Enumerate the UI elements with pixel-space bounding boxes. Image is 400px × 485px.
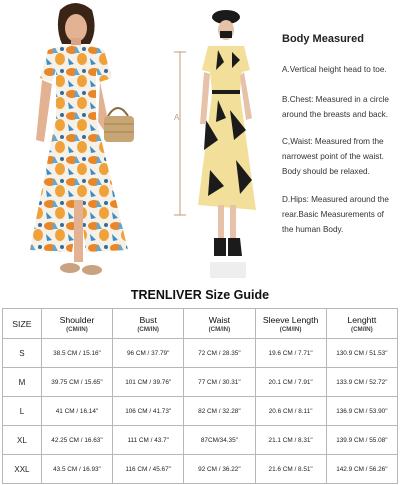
column-header-length (326, 309, 397, 339)
table-cell: 38.5 CM / 15.16" (41, 339, 112, 368)
table-cell: 72 CM / 28.35" (184, 339, 255, 368)
column-header-size: SIZE (3, 309, 42, 339)
column-header-label: Waist (208, 314, 231, 325)
table-cell: 142.9 CM / 56.26" (326, 455, 397, 484)
table-row (3, 339, 398, 368)
table-cell: 136.9 CM / 53.90" (326, 397, 397, 426)
table-cell: 21.6 CM / 8.51" (255, 455, 326, 484)
size-cell: M (3, 368, 42, 397)
measure-height-text: A.Vertical height head to toe. (282, 65, 387, 74)
column-header-unit: (CM/IN) (208, 325, 231, 333)
table-cell: 19.6 CM / 7.71" (255, 339, 326, 368)
table-row (3, 397, 398, 426)
table-cell: 41 CM / 16.14" (41, 397, 112, 426)
table-cell: 92 CM / 36.22" (184, 455, 255, 484)
table-cell: 111 CM / 43.7" (113, 426, 184, 455)
column-header-unit: (CM/IN) (279, 325, 302, 333)
column-header-label: Bust (139, 314, 157, 325)
column-header-label: Lenghtt (347, 314, 377, 325)
table-cell: 20.1 CM / 7.91" (255, 368, 326, 397)
table-cell: 130.9 CM / 51.53" (326, 339, 397, 368)
column-header-waist (184, 309, 255, 339)
measure-chest-text: B.Chest: Measured in a circle around the breasts and back. (282, 95, 389, 119)
measure-hips-text: D.Hips: Measured around the rear.Basic Measurements of the human Body. (282, 195, 389, 234)
size-cell: S (3, 339, 42, 368)
table-cell: 43.5 CM / 16.93" (41, 455, 112, 484)
model-photo (0, 0, 150, 285)
column-header-unit: (CM/IN) (137, 325, 159, 333)
table-cell: 82 CM / 32.28" (184, 397, 255, 426)
measure-waist-text: C,Waist: Measured from the narrowest point of the waist. Body should be relaxed. (282, 137, 384, 176)
measurement-figure (160, 0, 270, 290)
size-cell: L (3, 397, 42, 426)
column-header-unit: (CM/IN) (351, 325, 373, 333)
table-row (3, 426, 398, 455)
table-cell: 106 CM / 41.73" (113, 397, 184, 426)
table-cell: 20.6 CM / 8.11" (255, 397, 326, 426)
column-header-sleeve-length (255, 309, 326, 339)
table-cell: 77 CM / 30.31" (184, 368, 255, 397)
table-cell: 96 CM / 37.79" (113, 339, 184, 368)
column-header-unit: (CM/IN) (66, 325, 88, 333)
table-cell: 133.9 CM / 52.72" (326, 368, 397, 397)
figure-illustration (160, 0, 270, 290)
table-cell: 39.75 CM / 15.65" (41, 368, 112, 397)
model-illustration (0, 0, 150, 285)
table-row (3, 455, 398, 484)
table-cell: 42.25 CM / 16.63" (41, 426, 112, 455)
column-header-shoulder (41, 309, 112, 339)
column-header-label: Shoulder (59, 314, 95, 325)
table-cell: 116 CM / 45.67" (113, 455, 184, 484)
height-guide-label: A (174, 113, 180, 122)
size-guide-table (2, 308, 398, 484)
table-header-row (3, 309, 398, 339)
table-cell: 101 CM / 39.76" (113, 368, 184, 397)
size-cell: XL (3, 426, 42, 455)
table-cell: 21.1 CM / 8.31" (255, 426, 326, 455)
size-guide-table-wrap (2, 308, 398, 483)
table-cell: 139.9 CM / 55.08" (326, 426, 397, 455)
column-header-label: Sleeve Length (262, 314, 319, 325)
measure-title: Body Measured (282, 33, 364, 45)
table-row (3, 368, 398, 397)
column-header-bust (113, 309, 184, 339)
size-cell: XXL (3, 455, 42, 484)
size-guide-title: TRENLIVER Size Guide (130, 288, 270, 302)
table-cell: 87CM/34.35" (184, 426, 255, 455)
